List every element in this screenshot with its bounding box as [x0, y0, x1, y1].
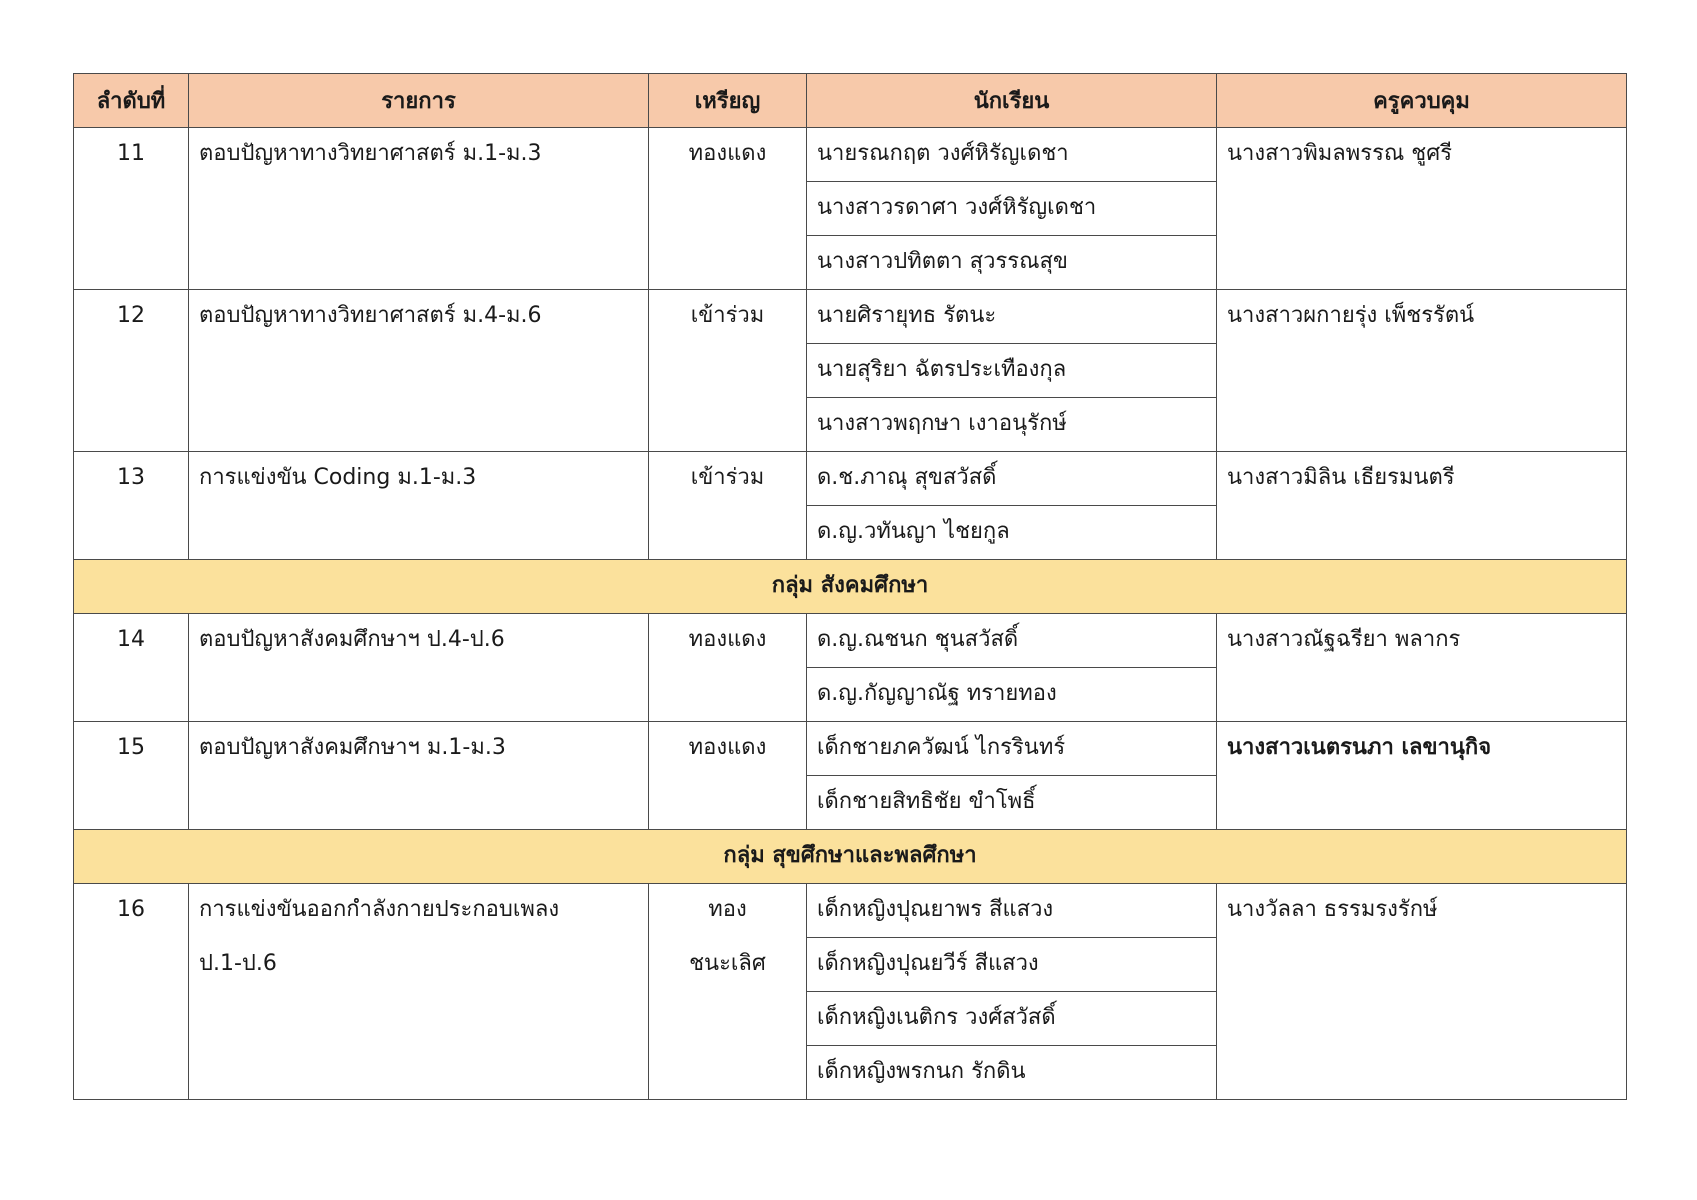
table-row — [74, 884, 1627, 938]
group-row — [74, 560, 1627, 614]
header-no: ลำดับที่ — [74, 74, 189, 128]
header-teacher: ครูควบคุม — [1217, 74, 1627, 128]
table-body — [74, 128, 1627, 1100]
student-name: นายรณกฤต วงศ์หิรัญเดชา — [807, 128, 1217, 182]
teacher-name: นางสาวเนตรนภา เลขานุกิจ — [1217, 722, 1627, 830]
row-number: 15 — [74, 722, 189, 830]
student-name: เด็กชายภควัฒน์ ไกรรินทร์ — [807, 722, 1217, 776]
table-row — [74, 290, 1627, 344]
group-heading: กลุ่ม สังคมศึกษา — [74, 560, 1627, 614]
student-name: นายสุริยา ฉัตรประเทืองกุล — [807, 344, 1217, 398]
student-name: เด็กหญิงปุณยาพร สีแสวง — [807, 884, 1217, 938]
competition-item: ตอบปัญหาสังคมศึกษาฯ ป.4-ป.6 — [189, 614, 649, 722]
medal-line: ทอง — [708, 897, 747, 922]
student-name: นายศิรายุทธ รัตนะ — [807, 290, 1217, 344]
medal-cell: เข้าร่วม — [649, 452, 807, 560]
table-row — [74, 452, 1627, 506]
student-name: นางสาวปทิตตา สุวรรณสุข — [807, 236, 1217, 290]
teacher-name: นางสาวพิมลพรรณ ชูศรี — [1217, 128, 1627, 290]
header-student: นักเรียน — [807, 74, 1217, 128]
row-number: 11 — [74, 128, 189, 290]
row-number: 13 — [74, 452, 189, 560]
medal-cell — [649, 884, 807, 1100]
table-row — [74, 128, 1627, 182]
competition-item — [189, 884, 649, 1100]
competition-item: ตอบปัญหาทางวิทยาศาสตร์ ม.1-ม.3 — [189, 128, 649, 290]
medal-cell: ทองแดง — [649, 614, 807, 722]
medal-cell: ทองแดง — [649, 128, 807, 290]
student-name: เด็กหญิงพรกนก รักดิน — [807, 1046, 1217, 1100]
row-number: 12 — [74, 290, 189, 452]
student-name: นางสาวรดาศา วงศ์หิรัญเดชา — [807, 182, 1217, 236]
teacher-name: นางสาวณัฐฉรียา พลากร — [1217, 614, 1627, 722]
header-medal: เหรียญ — [649, 74, 807, 128]
student-name: ด.ช.ภาณุ สุขสวัสดิ์ — [807, 452, 1217, 506]
medal-line: ชนะเลิศ — [689, 951, 766, 976]
medal-cell: ทองแดง — [649, 722, 807, 830]
row-number: 14 — [74, 614, 189, 722]
medal-cell: เข้าร่วม — [649, 290, 807, 452]
competition-item-line: ป.1-ป.6 — [199, 951, 277, 976]
table-row — [74, 722, 1627, 776]
student-name: ด.ญ.กัญญาณัฐ ทรายทอง — [807, 668, 1217, 722]
table-row — [74, 614, 1627, 668]
competition-item: ตอบปัญหาทางวิทยาศาสตร์ ม.4-ม.6 — [189, 290, 649, 452]
competition-item: การแข่งขัน Coding ม.1-ม.3 — [189, 452, 649, 560]
student-name: ด.ญ.วทันญา ไชยกูล — [807, 506, 1217, 560]
header-row — [74, 74, 1627, 128]
results-table — [73, 73, 1627, 1100]
group-row — [74, 830, 1627, 884]
student-name: ด.ญ.ณชนก ชุนสวัสดิ์ — [807, 614, 1217, 668]
student-name: นางสาวพฤกษา เงาอนุรักษ์ — [807, 398, 1217, 452]
student-name: เด็กหญิงเนติกร วงศ์สวัสดิ์ — [807, 992, 1217, 1046]
teacher-name: นางสาวผกายรุ่ง เพ็ชรรัตน์ — [1217, 290, 1627, 452]
header-item: รายการ — [189, 74, 649, 128]
group-heading: กลุ่ม สุขศึกษาและพลศึกษา — [74, 830, 1627, 884]
teacher-name: นางวัลลา ธรรมรงรักษ์ — [1217, 884, 1627, 1100]
teacher-name: นางสาวมิลิน เธียรมนตรี — [1217, 452, 1627, 560]
student-name: เด็กชายสิทธิชัย ขำโพธิ์ — [807, 776, 1217, 830]
row-number: 16 — [74, 884, 189, 1100]
competition-item-line: การแข่งขันออกกำลังกายประกอบเพลง — [199, 897, 560, 922]
student-name: เด็กหญิงปุณยวีร์ สีแสวง — [807, 938, 1217, 992]
competition-item: ตอบปัญหาสังคมศึกษาฯ ม.1-ม.3 — [189, 722, 649, 830]
